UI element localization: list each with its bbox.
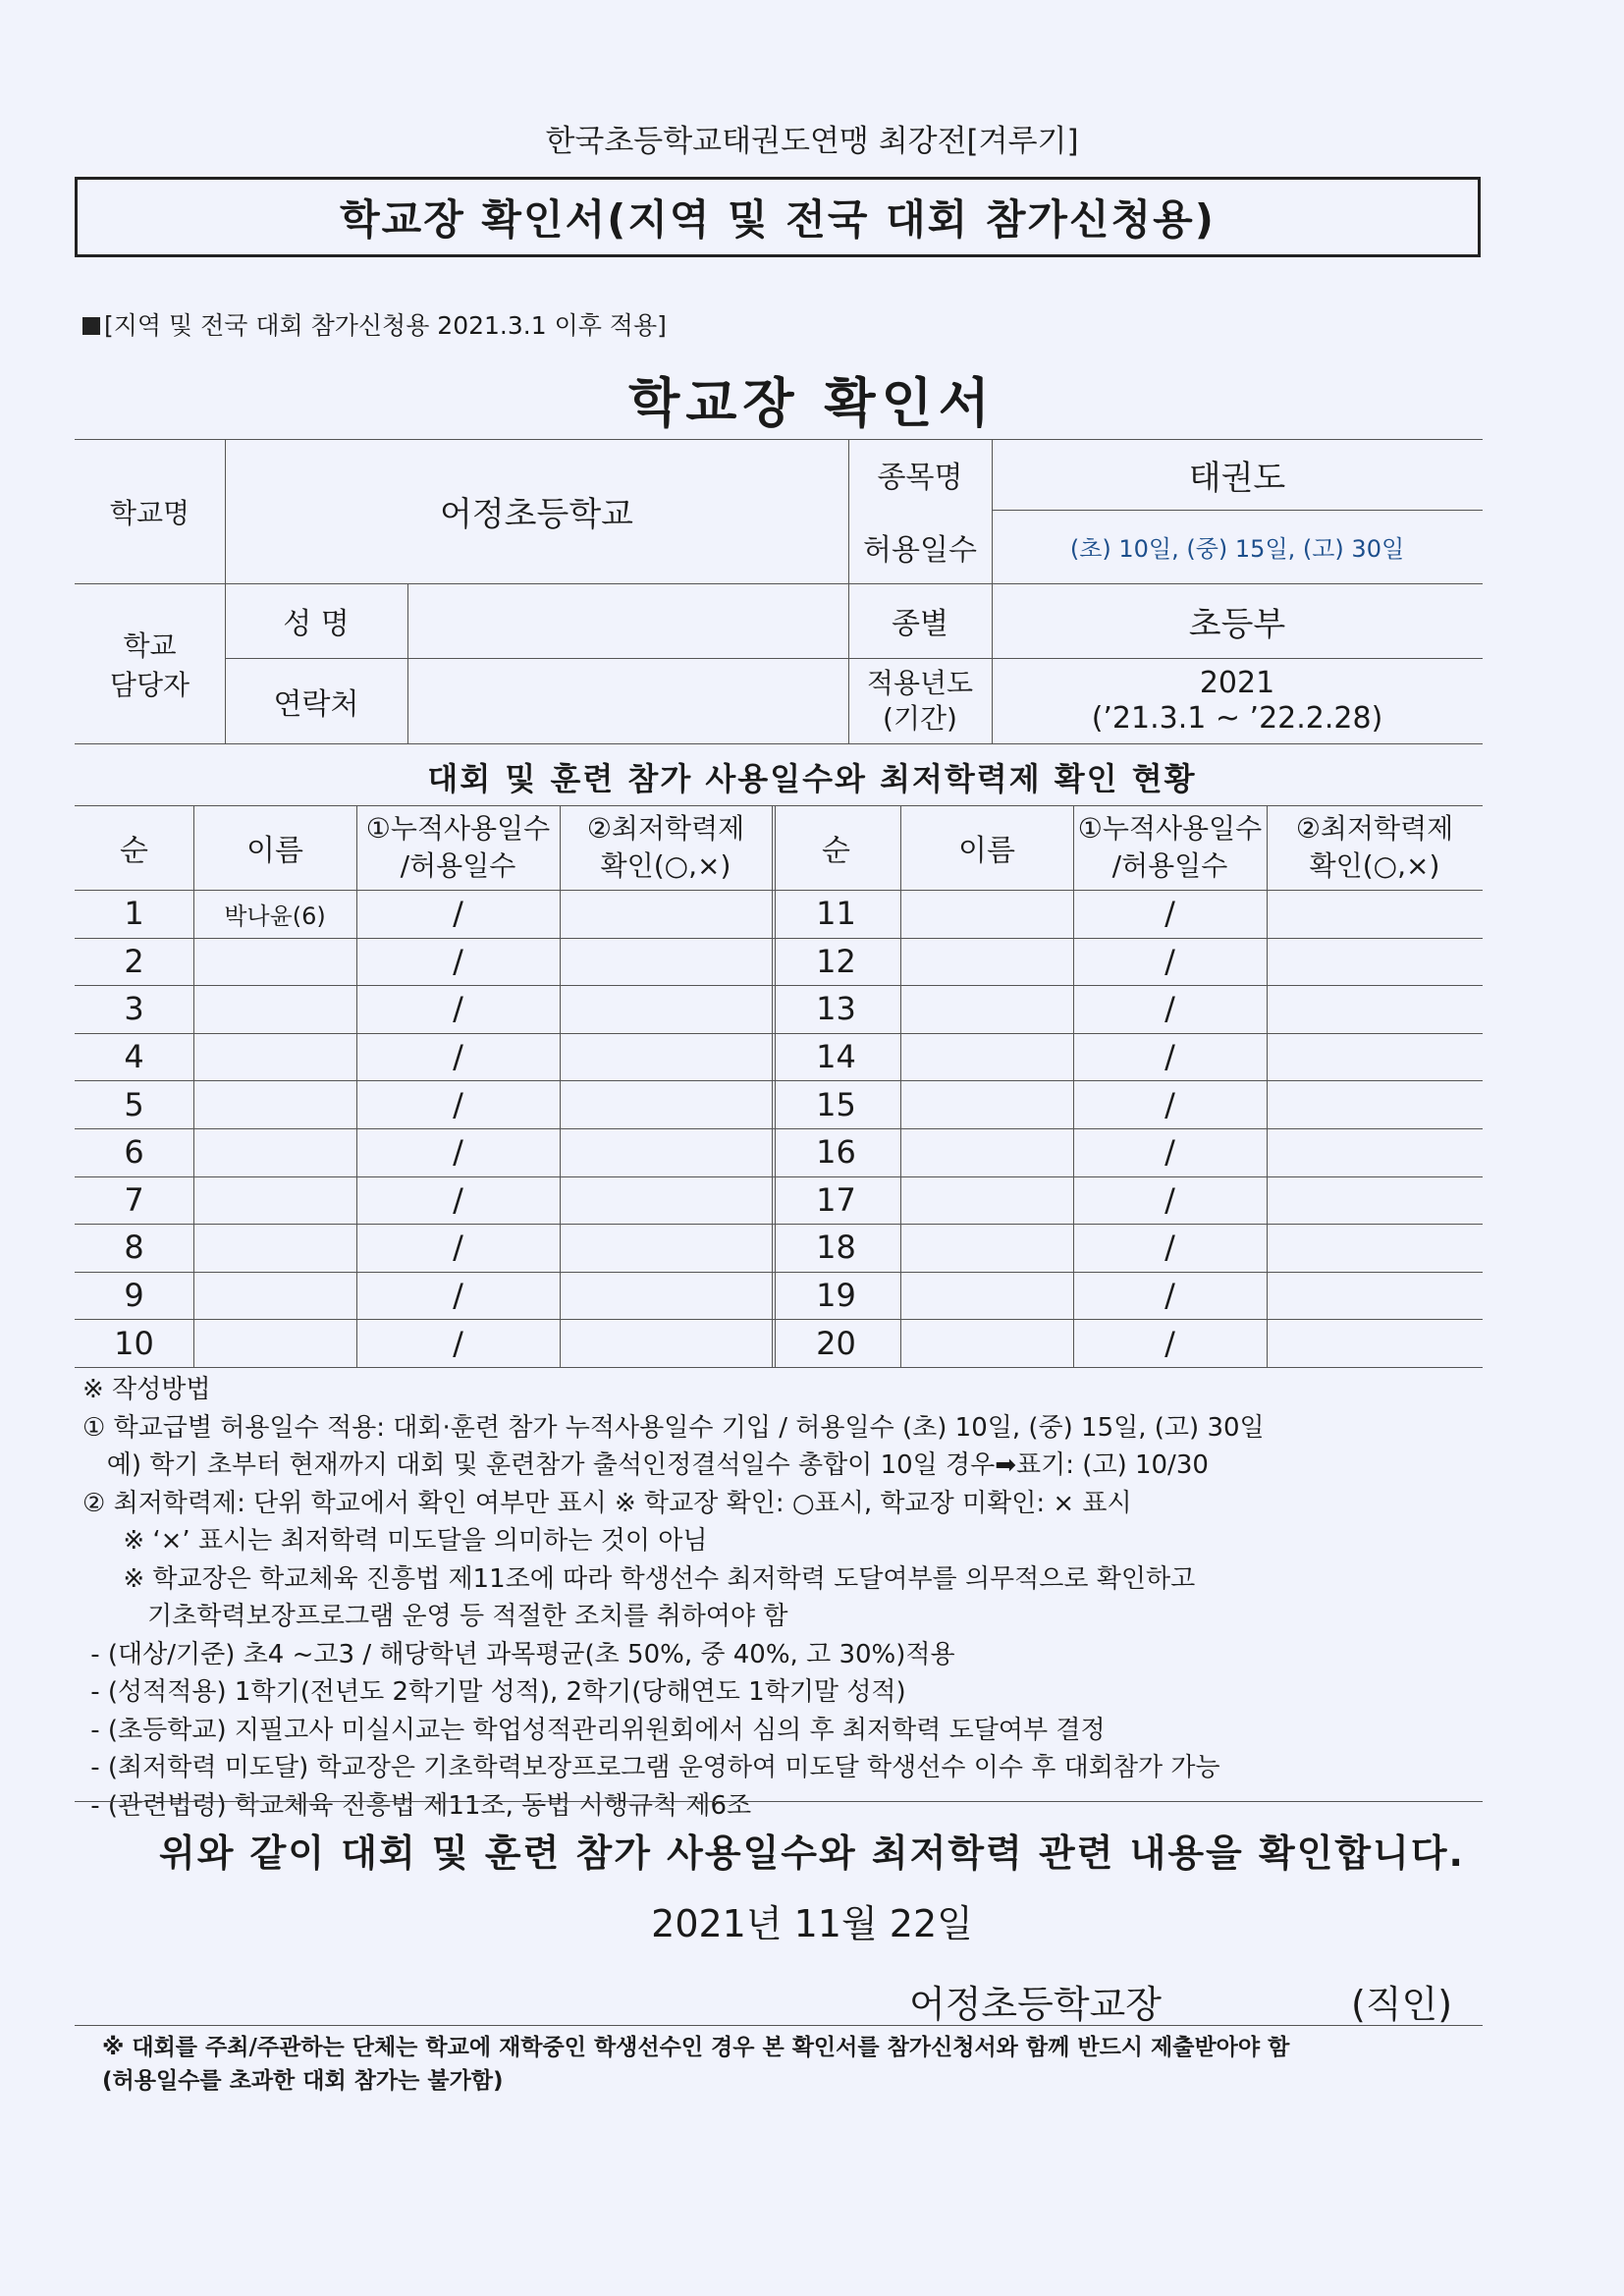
athlete-name-cell[interactable]: [193, 1176, 356, 1225]
row-number: 2: [124, 942, 144, 980]
academic-check-cell[interactable]: [560, 1272, 772, 1320]
contact-value[interactable]: [407, 658, 848, 743]
row-number: 1: [124, 895, 144, 933]
academic-check-cell[interactable]: [560, 1080, 772, 1128]
column-header-check-line1: ②최저학력제: [586, 812, 745, 845]
days-used-cell[interactable]: /: [453, 1085, 463, 1123]
athlete-name-cell[interactable]: [900, 1176, 1073, 1225]
athlete-name-cell[interactable]: [193, 1224, 356, 1272]
column-header-no: 순: [822, 834, 850, 868]
note-line: ※ 학교장은 학교체육 진흥법 제11조에 따라 학생선수 최저학력 도달여부를 의무적으로 확인하고: [82, 1563, 1196, 1594]
row-number: 6: [124, 1133, 144, 1172]
confirmation-statement: 위와 같이 대회 및 훈련 참가 사용일수와 최저학력 관련 내용을 확인합니다.: [159, 1831, 1465, 1875]
row-number: 18: [816, 1229, 856, 1267]
row-number: 9: [124, 1277, 144, 1315]
footnote: [102, 2031, 1289, 2098]
footnote-line2: (허용일수를 초과한 대회 참가는 불가함): [102, 2068, 504, 2094]
note-line: - (성적적용) 1학기(전년도 2학기말 성적), 2학기(당해연도 1학기말 성적): [82, 1677, 906, 1707]
organization-title: 한국초등학교태권도연맹 최강전[겨루기]: [545, 124, 1079, 159]
row-number: 14: [816, 1038, 856, 1076]
academic-check-cell[interactable]: [560, 1033, 772, 1081]
days-used-cell[interactable]: /: [1164, 1180, 1175, 1219]
division-label: 종별: [892, 607, 948, 641]
allowed-days-label: 허용일수: [863, 532, 977, 568]
athlete-name-cell[interactable]: [193, 938, 356, 986]
days-used-cell[interactable]: /: [1164, 1229, 1175, 1267]
note-line: - (대상/기준) 초4 ~고3 / 해당학년 과목평균(초 50%, 중 40%, 고 30%)적용: [82, 1639, 955, 1669]
note-line: ② 최저학력제: 단위 학교에서 확인 여부만 표시 ※ 학교장 확인: ○표시, 학교장 미확인: × 표시: [82, 1488, 1132, 1518]
column-header-days-line2: /허용일수: [400, 849, 516, 882]
days-used-cell[interactable]: /: [1164, 1038, 1175, 1076]
section-title: 대회 및 훈련 참가 사용일수와 최저학력제 확인 현황: [427, 760, 1197, 797]
signature-date: 2021년 11월 22일: [651, 1902, 973, 1945]
academic-check-cell[interactable]: [560, 1128, 772, 1176]
days-used-cell[interactable]: /: [1164, 1277, 1175, 1315]
days-used-cell[interactable]: /: [1164, 1324, 1175, 1362]
note-line: - (초등학교) 지필고사 미실시교는 학업성적관리위원회에서 심의 후 최저학력 도달여부 결정: [82, 1715, 1106, 1745]
academic-check-cell[interactable]: [1267, 1224, 1483, 1272]
days-used-cell[interactable]: /: [453, 1324, 463, 1362]
academic-check-cell[interactable]: [1267, 1128, 1483, 1176]
academic-check-cell[interactable]: [560, 1176, 772, 1225]
note-line: - (관련법령) 학교체육 진흥법 제11조, 동법 시행규칙 제6조: [82, 1790, 752, 1821]
academic-check-cell[interactable]: [1267, 1272, 1483, 1320]
days-used-cell[interactable]: /: [1164, 1085, 1175, 1123]
column-header-check: [1267, 805, 1483, 890]
academic-check-cell[interactable]: [1267, 890, 1483, 938]
academic-check-cell[interactable]: [560, 1224, 772, 1272]
athlete-name-cell[interactable]: [193, 1080, 356, 1128]
sub-note: [82, 306, 667, 342]
athlete-name-cell[interactable]: [900, 1224, 1073, 1272]
days-used-cell[interactable]: /: [453, 1180, 463, 1219]
apply-year-value-line1: 2021: [1199, 665, 1275, 700]
days-used-cell[interactable]: /: [453, 1229, 463, 1267]
athlete-name-cell[interactable]: [193, 1128, 356, 1176]
column-header-days-line2: /허용일수: [1111, 849, 1228, 882]
days-used-cell[interactable]: /: [1164, 942, 1175, 980]
academic-check-cell[interactable]: [560, 938, 772, 986]
sub-note-text: [지역 및 전국 대회 참가신청용 2021.3.1 이후 적용]: [104, 311, 667, 340]
row-number: 16: [816, 1133, 856, 1172]
column-header-name: 이름: [958, 834, 1015, 868]
note-line: ① 학교급별 허용일수 적용: 대회·훈련 참가 누적사용일수 기입 / 허용일수 (초) 10일, (중) 15일, (고) 30일: [82, 1412, 1265, 1443]
academic-check-cell[interactable]: [560, 1319, 772, 1367]
row-number: 20: [816, 1324, 856, 1362]
column-header-check-line1: ②최저학력제: [1295, 812, 1454, 845]
days-used-cell[interactable]: /: [1164, 895, 1175, 933]
academic-check-cell[interactable]: [1267, 1033, 1483, 1081]
athlete-name-cell[interactable]: [193, 1272, 356, 1320]
athlete-name-cell[interactable]: [900, 1272, 1073, 1320]
column-header-name: 이름: [246, 834, 303, 868]
row-number: 15: [816, 1085, 856, 1123]
row-number: 3: [124, 990, 144, 1028]
column-header-check-line2: 확인(○,×): [600, 849, 731, 882]
document-title: 학교장 확인서: [628, 372, 996, 434]
row-number: 19: [816, 1277, 856, 1315]
square-bullet-icon: [82, 317, 100, 335]
academic-check-cell[interactable]: [1267, 1080, 1483, 1128]
school-name-label: 학교명: [109, 496, 190, 529]
footnote-divider: [75, 2025, 1483, 2026]
days-used-cell[interactable]: /: [453, 942, 463, 980]
days-used-cell[interactable]: /: [453, 990, 463, 1028]
apply-year-label: [848, 658, 992, 743]
sport-value: 태권도: [1188, 458, 1286, 498]
contact-label: 연락처: [273, 686, 359, 722]
writing-instructions: [82, 1371, 1265, 1825]
column-header-no: 순: [120, 834, 148, 868]
name-value[interactable]: [407, 583, 848, 658]
column-header-days: [1073, 805, 1267, 890]
athlete-name-cell[interactable]: [900, 1319, 1073, 1367]
allowed-days-value: (초) 10일, (중) 15일, (고) 30일: [1069, 535, 1405, 563]
days-used-cell[interactable]: /: [453, 1038, 463, 1076]
athlete-name-cell[interactable]: [900, 1080, 1073, 1128]
row-number: 11: [816, 895, 856, 933]
row-number: 8: [124, 1229, 144, 1267]
school-manager-label: [75, 583, 225, 743]
athlete-name-cell[interactable]: 박나윤(6): [224, 902, 326, 930]
apply-year-label-line1: 적용년도: [866, 666, 974, 699]
row-number: 13: [816, 990, 856, 1028]
row-number: 5: [124, 1085, 144, 1123]
form-title-box: 학교장 확인서(지역 및 전국 대회 참가신청용): [75, 177, 1481, 257]
note-line: 예) 학기 초부터 현재까지 대회 및 훈련참가 출석인정결석일수 총합이 10일 경우➡표기: (고) 10/30: [82, 1450, 1209, 1480]
days-used-cell[interactable]: /: [1164, 1133, 1175, 1172]
athlete-name-cell[interactable]: [900, 1033, 1073, 1081]
notes-heading: ※ 작성방법: [82, 1375, 211, 1404]
days-used-cell[interactable]: /: [1164, 990, 1175, 1028]
row-number: 12: [816, 942, 856, 980]
column-header-days: [356, 805, 560, 890]
row-number: 7: [124, 1180, 144, 1219]
athlete-name-cell[interactable]: [193, 985, 356, 1033]
days-used-cell[interactable]: /: [453, 1277, 463, 1315]
school-name-value: 어정초등학교: [439, 495, 634, 534]
name-label: 성 명: [283, 607, 350, 641]
note-line: - (최저학력 미도달) 학교장은 기초학력보장프로그램 운영하여 미도달 학생선수 이수 후 대회참가 가능: [82, 1753, 1220, 1782]
notes-divider: [75, 1801, 1483, 1802]
division-value: 초등부: [1188, 604, 1286, 644]
row-number: 4: [124, 1038, 144, 1076]
academic-check-cell[interactable]: [560, 985, 772, 1033]
column-header-days-line1: ①누적사용일수: [1077, 812, 1263, 845]
apply-year-value: [992, 658, 1483, 743]
athlete-name-cell[interactable]: [193, 1319, 356, 1367]
column-header-days-line1: ①누적사용일수: [365, 812, 551, 845]
row-number: 10: [114, 1324, 154, 1362]
roster-grid-line: [75, 1367, 1483, 1368]
manager-label-line2: 담당자: [109, 668, 190, 701]
academic-check-cell[interactable]: [1267, 985, 1483, 1033]
principal-name: 어정초등학교장: [909, 1983, 1162, 2026]
note-line: 기초학력보장프로그램 운영 등 적절한 조치를 취하여야 함: [82, 1602, 788, 1631]
column-header-check: [560, 805, 772, 890]
apply-year-label-line2: (기간): [883, 701, 957, 735]
apply-year-value-line2: (’21.3.1 ~ ’22.2.28): [1091, 700, 1383, 736]
athlete-name-cell[interactable]: [900, 1128, 1073, 1176]
days-used-cell[interactable]: /: [453, 1133, 463, 1172]
athlete-name-cell[interactable]: [900, 890, 1073, 938]
column-header-check-line2: 확인(○,×): [1309, 849, 1440, 882]
academic-check-cell[interactable]: [1267, 1176, 1483, 1225]
info-table-bottom-line: [75, 743, 1483, 744]
official-seal-label: (직인): [1351, 1983, 1453, 2026]
sport-label: 종목명: [877, 461, 963, 495]
note-line: ※ ‘×’ 표시는 최저학력 미도달을 의미하는 것이 아님: [82, 1526, 708, 1556]
academic-check-cell[interactable]: [1267, 938, 1483, 986]
athlete-name-cell[interactable]: [900, 938, 1073, 986]
manager-label-line1: 학교: [123, 629, 177, 662]
row-number: 17: [816, 1180, 856, 1219]
athlete-name-cell[interactable]: [193, 1033, 356, 1081]
academic-check-cell[interactable]: [1267, 1319, 1483, 1367]
footnote-line1: ※ 대회를 주최/주관하는 단체는 학교에 재학중인 학생선수인 경우 본 확인서를 참가신청서와 함께 반드시 제출받아야 함: [102, 2035, 1290, 2060]
days-used-cell[interactable]: /: [453, 895, 463, 933]
academic-check-cell[interactable]: [560, 890, 772, 938]
athlete-name-cell[interactable]: [900, 985, 1073, 1033]
